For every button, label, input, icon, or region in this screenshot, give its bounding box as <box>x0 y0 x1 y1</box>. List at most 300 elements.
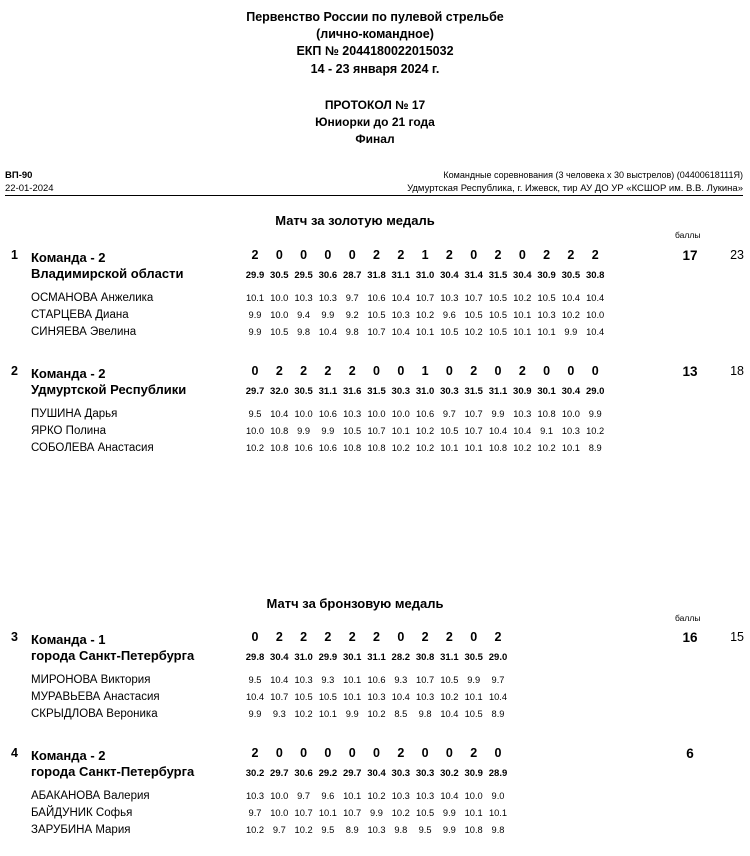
team-total-points: 13 <box>682 364 698 379</box>
series-sum: 29.5 <box>294 270 313 281</box>
shot-score: 10.0 <box>586 310 605 320</box>
shot-score: 10.6 <box>318 443 337 453</box>
shot-score: 10.3 <box>561 426 580 436</box>
match-title-gold: Матч за золотую медаль <box>275 213 435 228</box>
shot-score: 10.1 <box>440 443 459 453</box>
shot-score: 10.5 <box>440 675 459 685</box>
series-points: 0 <box>494 364 502 378</box>
shot-score: 9.9 <box>491 409 505 419</box>
shot-score: 10.7 <box>367 426 386 436</box>
shot-score: 10.0 <box>270 808 289 818</box>
shot-score: 9.3 <box>321 675 335 685</box>
shot-score: 9.1 <box>540 426 554 436</box>
team-extra-score: 23 <box>730 248 744 262</box>
shot-score: 10.7 <box>464 293 483 303</box>
athlete-name: БАЙДУНИК Софья <box>31 807 133 819</box>
series-points: 2 <box>373 630 380 644</box>
shot-score: 10.1 <box>416 327 435 337</box>
team-rank: 4 <box>11 746 18 760</box>
shot-score: 10.8 <box>270 426 289 436</box>
shot-score: 10.2 <box>245 443 265 453</box>
shot-score: 10.5 <box>440 426 459 436</box>
points-label: баллы <box>675 230 701 240</box>
shot-score: 10.3 <box>367 825 386 835</box>
shot-score: 10.2 <box>416 443 435 453</box>
shot-score: 9.7 <box>248 808 262 818</box>
athlete-name: СИНЯЕВА Эвелина <box>31 326 137 338</box>
series-points: 2 <box>470 364 478 378</box>
shot-score: 9.2 <box>345 310 359 320</box>
series-sum: 29.9 <box>245 270 265 281</box>
shot-score: 10.4 <box>440 791 459 801</box>
shot-score: 10.5 <box>440 327 459 337</box>
shot-score: 9.9 <box>588 409 602 419</box>
team-extra-score: 15 <box>730 630 744 644</box>
venue: Удмуртская Республика, г. Ижевск, тир АУ ДО УР «КСШОР им. В.В. Лукина» <box>407 183 743 194</box>
shot-score: 10.1 <box>561 443 580 453</box>
series-points: 1 <box>421 248 429 262</box>
shot-score: 10.7 <box>294 808 313 818</box>
shot-score: 9.8 <box>345 327 359 337</box>
series-sum: 29.7 <box>342 768 362 779</box>
shot-score: 10.2 <box>416 426 435 436</box>
series-sum: 31.0 <box>415 386 435 397</box>
shot-score: 9.7 <box>297 791 311 801</box>
shot-score: 10.0 <box>270 293 289 303</box>
shot-score: 10.4 <box>513 426 532 436</box>
shot-score: 10.2 <box>367 709 386 719</box>
series-sum: 30.8 <box>585 270 605 281</box>
shot-score: 10.1 <box>488 808 508 818</box>
series-points: 2 <box>300 364 308 378</box>
shot-score: 9.9 <box>442 808 456 818</box>
shot-score: 10.2 <box>440 692 459 702</box>
protocol-number: ПРОТОКОЛ № 17 <box>324 98 426 112</box>
series-points: 0 <box>300 746 308 760</box>
athlete-row <box>0 691 750 707</box>
shot-score: 10.2 <box>464 327 483 337</box>
series-sum: 31.1 <box>367 652 386 663</box>
shot-score: 10.4 <box>270 675 289 685</box>
series-sum: 28.9 <box>488 768 508 779</box>
shot-score: 10.1 <box>391 426 410 436</box>
athlete-name: МУРАВЬЕВА Анастасия <box>31 691 160 703</box>
shot-score: 10.1 <box>513 327 532 337</box>
shot-score: 9.9 <box>370 808 383 818</box>
shot-score: 10.2 <box>513 443 532 453</box>
athlete-name: ЗАРУБИНА Мария <box>31 824 131 836</box>
team-name: Команда - 2 <box>31 250 106 265</box>
shot-score: 9.7 <box>345 293 359 303</box>
shot-score: 10.0 <box>270 791 289 801</box>
series-points: 0 <box>494 746 502 760</box>
series-sum: 30.4 <box>440 270 459 281</box>
series-sum: 30.4 <box>513 270 532 281</box>
shot-score: 9.7 <box>442 409 456 419</box>
series-points: 2 <box>445 248 453 262</box>
shot-score: 10.7 <box>464 426 483 436</box>
series-points: 0 <box>567 364 575 378</box>
series-points: 2 <box>348 364 356 378</box>
series-points: 0 <box>348 746 356 760</box>
series-points: 0 <box>251 630 259 644</box>
shot-score: 10.0 <box>464 791 483 801</box>
series-points: 2 <box>494 630 502 644</box>
series-points: 2 <box>324 364 332 378</box>
athlete-row <box>0 708 750 724</box>
shot-score: 10.6 <box>416 409 435 419</box>
shot-score: 10.7 <box>416 675 435 685</box>
series-sum: 30.9 <box>464 768 483 779</box>
event-description: Командные соревнования (3 человека х 30 выстрелов) (04400618111Я) <box>443 170 743 180</box>
series-points: 0 <box>275 746 283 760</box>
shot-score: 9.9 <box>321 426 335 436</box>
series-sum: 30.2 <box>440 768 459 779</box>
shot-score: 8.9 <box>345 825 359 835</box>
series-points: 0 <box>470 248 478 262</box>
series-sum: 30.1 <box>342 652 362 663</box>
shot-score: 10.0 <box>270 310 289 320</box>
shot-score: 8.5 <box>394 709 408 719</box>
shot-score: 9.8 <box>297 327 311 337</box>
shot-score: 10.6 <box>367 293 386 303</box>
shot-score: 10.2 <box>294 709 313 719</box>
shot-score: 10.5 <box>318 692 337 702</box>
series-sum: 28.2 <box>391 652 411 663</box>
shot-score: 10.7 <box>270 692 289 702</box>
shot-score: 10.2 <box>537 443 556 453</box>
shot-score: 10.2 <box>586 426 605 436</box>
shot-score: 10.3 <box>416 692 435 702</box>
shot-score: 9.9 <box>564 327 578 337</box>
series-sum: 31.1 <box>391 270 411 281</box>
shot-score: 10.7 <box>367 327 386 337</box>
shot-score: 10.3 <box>367 692 386 702</box>
shot-score: 10.5 <box>488 293 508 303</box>
series-sum: 32.0 <box>270 386 289 397</box>
series-sum: 31.5 <box>464 386 483 397</box>
shot-score: 9.6 <box>442 310 456 320</box>
athlete-name: МИРОНОВА Виктория <box>31 674 151 686</box>
shot-score: 10.3 <box>537 310 556 320</box>
shot-score: 10.4 <box>391 327 410 337</box>
shot-score: 10.2 <box>416 310 435 320</box>
series-points: 0 <box>373 746 380 760</box>
shot-score: 9.7 <box>491 675 505 685</box>
shot-score: 10.6 <box>294 443 313 453</box>
shot-score: 10.3 <box>294 293 313 303</box>
series-points: 2 <box>397 746 405 760</box>
series-points: 2 <box>494 248 502 262</box>
shot-score: 10.4 <box>391 692 410 702</box>
team-region: города Санкт-Петербурга <box>31 764 195 779</box>
series-points: 2 <box>591 248 599 262</box>
shot-score: 10.3 <box>416 791 435 801</box>
team-rank: 3 <box>11 630 18 644</box>
series-points: 0 <box>421 746 429 760</box>
series-sum: 31.4 <box>464 270 483 281</box>
event-code: ВП-90 <box>5 170 33 181</box>
series-points: 0 <box>397 364 405 378</box>
shot-score: 10.4 <box>440 709 459 719</box>
series-sum: 30.2 <box>245 768 265 779</box>
shot-score: 10.1 <box>318 709 337 719</box>
shot-score: 10.0 <box>294 409 313 419</box>
shot-score: 9.7 <box>272 825 286 835</box>
shot-score: 10.8 <box>537 409 556 419</box>
shot-score: 10.2 <box>391 443 410 453</box>
series-points: 2 <box>445 630 453 644</box>
athlete-name: ЯРКО Полина <box>31 425 106 437</box>
shot-score: 10.4 <box>561 293 580 303</box>
series-sum: 31.5 <box>488 270 508 281</box>
shot-score: 10.3 <box>318 293 337 303</box>
title-line-4: 14 - 23 января 2024 г. <box>310 62 440 76</box>
series-points: 2 <box>300 630 308 644</box>
team-region: Удмуртской Республики <box>31 382 187 397</box>
shot-score: 10.8 <box>270 443 289 453</box>
series-sum: 30.8 <box>415 652 435 663</box>
shot-score: 10.3 <box>440 293 459 303</box>
header-divider <box>5 195 743 196</box>
shot-score: 10.5 <box>488 327 508 337</box>
shot-score: 10.5 <box>416 808 435 818</box>
shot-score: 10.5 <box>537 293 556 303</box>
match-title-bronze: Матч за бронзовую медаль <box>266 596 444 611</box>
team-rank: 2 <box>11 364 18 378</box>
series-points: 2 <box>397 248 405 262</box>
series-points: 2 <box>324 630 332 644</box>
series-points: 0 <box>470 630 478 644</box>
athlete-name: СОБОЛЕВА Анастасия <box>31 442 154 454</box>
shot-score: 9.4 <box>297 310 311 320</box>
shot-score: 10.1 <box>513 310 532 320</box>
series-sum: 30.3 <box>415 768 435 779</box>
shot-score: 10.4 <box>586 327 605 337</box>
shot-score: 10.2 <box>561 310 580 320</box>
series-sum: 31.1 <box>318 386 338 397</box>
series-sum: 30.6 <box>318 270 338 281</box>
shot-score: 10.1 <box>343 675 362 685</box>
series-points: 2 <box>421 630 429 644</box>
team-region: города Санкт-Петербурга <box>31 648 195 663</box>
shot-score: 10.2 <box>513 293 532 303</box>
series-points: 2 <box>275 630 283 644</box>
series-points: 0 <box>324 746 332 760</box>
shot-score: 10.2 <box>245 825 265 835</box>
shot-score: 10.5 <box>270 327 289 337</box>
shot-score: 10.3 <box>245 791 265 801</box>
athlete-row <box>0 292 750 308</box>
series-sum: 29.7 <box>245 386 265 397</box>
series-sum: 30.4 <box>367 768 386 779</box>
series-points: 2 <box>251 746 259 760</box>
series-sum: 31.8 <box>367 270 386 281</box>
shot-score: 9.5 <box>321 825 335 835</box>
shot-score: 10.5 <box>464 709 483 719</box>
shot-score: 9.9 <box>248 327 262 337</box>
shot-score: 10.2 <box>294 825 313 835</box>
series-sum: 29.0 <box>488 652 508 663</box>
series-sum: 30.5 <box>561 270 581 281</box>
series-points: 2 <box>567 248 575 262</box>
team-block <box>0 364 750 474</box>
series-sum: 31.5 <box>367 386 386 397</box>
shot-score: 10.2 <box>367 791 386 801</box>
athlete-name: ПУШИНА Дарья <box>31 408 118 420</box>
shot-score: 9.8 <box>418 709 432 719</box>
series-sum: 30.5 <box>270 270 289 281</box>
shot-score: 10.5 <box>367 310 386 320</box>
team-name: Команда - 1 <box>31 632 106 647</box>
shot-score: 10.7 <box>464 409 483 419</box>
shot-score: 10.0 <box>245 426 265 436</box>
series-points: 2 <box>518 364 526 378</box>
series-points: 0 <box>397 630 405 644</box>
series-sum: 29.0 <box>585 386 605 397</box>
series-points: 0 <box>445 746 453 760</box>
shot-score: 10.0 <box>391 409 410 419</box>
shot-score: 10.2 <box>391 808 410 818</box>
shot-score: 10.8 <box>367 443 386 453</box>
series-points: 2 <box>348 630 356 644</box>
shot-score: 9.5 <box>248 409 262 419</box>
shot-score: 10.5 <box>464 310 483 320</box>
shot-score: 10.5 <box>343 426 362 436</box>
series-sum: 29.9 <box>318 652 338 663</box>
shot-score: 9.3 <box>272 709 286 719</box>
team-name: Команда - 2 <box>31 748 106 763</box>
team-rank: 1 <box>11 248 18 262</box>
series-sum: 30.4 <box>561 386 581 397</box>
series-sum: 30.5 <box>464 652 483 663</box>
team-region: Владимирской области <box>31 266 184 281</box>
series-points: 0 <box>543 364 551 378</box>
shot-score: 10.3 <box>294 675 313 685</box>
shot-score: 10.4 <box>488 426 508 436</box>
series-points: 0 <box>518 248 526 262</box>
athlete-row <box>0 824 750 840</box>
shot-score: 10.0 <box>367 409 386 419</box>
athlete-row <box>0 309 750 325</box>
shot-score: 10.1 <box>343 692 362 702</box>
series-sum: 31.1 <box>440 652 459 663</box>
series-sum: 30.9 <box>537 270 556 281</box>
athlete-row <box>0 408 750 424</box>
athlete-row <box>0 807 750 823</box>
team-extra-score: 18 <box>730 364 744 378</box>
series-points: 2 <box>470 746 478 760</box>
shot-score: 9.9 <box>442 825 456 835</box>
shot-score: 10.3 <box>343 409 362 419</box>
team-block <box>0 746 750 856</box>
shot-score: 9.9 <box>345 709 359 719</box>
shot-score: 10.3 <box>513 409 532 419</box>
team-total-points: 6 <box>686 746 694 761</box>
title-line-1: Первенство России по пулевой стрельбе <box>246 10 504 24</box>
shot-score: 10.1 <box>343 791 362 801</box>
athlete-name: ОСМАНОВА Анжелика <box>31 292 154 304</box>
series-sum: 29.2 <box>318 768 338 779</box>
shot-score: 10.4 <box>391 293 410 303</box>
series-points: 0 <box>300 248 308 262</box>
series-sum: 31.1 <box>488 386 508 397</box>
series-points: 0 <box>251 364 259 378</box>
shot-score: 9.9 <box>321 310 335 320</box>
shot-score: 9.9 <box>248 310 262 320</box>
shot-score: 10.8 <box>464 825 483 835</box>
shot-score: 10.7 <box>416 293 435 303</box>
shot-score: 9.9 <box>467 675 481 685</box>
series-points: 2 <box>543 248 551 262</box>
shot-score: 10.4 <box>245 692 265 702</box>
shot-score: 9.8 <box>394 825 408 835</box>
team-block <box>0 630 750 740</box>
series-points: 2 <box>373 248 380 262</box>
shot-score: 10.1 <box>464 443 483 453</box>
shot-score: 10.5 <box>488 310 508 320</box>
athlete-name: АБАКАНОВА Валерия <box>31 790 150 802</box>
shot-score: 10.1 <box>245 293 265 303</box>
shot-score: 10.1 <box>464 808 483 818</box>
shot-score: 10.3 <box>391 791 410 801</box>
shot-score: 10.6 <box>318 409 337 419</box>
athlete-name: СТАРЦЕВА Диана <box>31 309 129 321</box>
series-points: 0 <box>275 248 283 262</box>
series-sum: 30.3 <box>391 386 411 397</box>
shot-score: 10.5 <box>294 692 313 702</box>
athlete-row <box>0 790 750 806</box>
stage: Финал <box>355 132 395 146</box>
series-sum: 30.4 <box>270 652 289 663</box>
series-sum: 30.5 <box>294 386 313 397</box>
athlete-row <box>0 425 750 441</box>
series-sum: 30.3 <box>440 386 459 397</box>
athlete-row <box>0 442 750 458</box>
shot-score: 8.9 <box>588 443 602 453</box>
shot-score: 10.6 <box>367 675 386 685</box>
title-line-2: (лично-командное) <box>316 27 434 41</box>
title-line-3: ЕКП № 2044180022015032 <box>296 44 454 58</box>
team-total-points: 17 <box>682 248 698 263</box>
team-total-points: 16 <box>682 630 698 645</box>
series-sum: 31.6 <box>342 386 362 397</box>
shot-score: 9.0 <box>491 791 505 801</box>
athlete-name: СКРЫДЛОВА Вероника <box>31 708 158 720</box>
points-label: баллы <box>675 613 701 623</box>
shot-score: 10.1 <box>318 808 337 818</box>
shot-score: 10.8 <box>343 443 362 453</box>
shot-score: 10.3 <box>391 310 410 320</box>
shot-score: 9.9 <box>297 426 311 436</box>
series-sum: 29.7 <box>270 768 289 779</box>
shot-score: 9.5 <box>248 675 262 685</box>
shot-score: 9.3 <box>394 675 408 685</box>
series-points: 2 <box>251 248 259 262</box>
series-sum: 31.0 <box>415 270 435 281</box>
shot-score: 9.8 <box>491 825 505 835</box>
series-points: 1 <box>421 364 429 378</box>
team-block <box>0 248 750 358</box>
team-name: Команда - 2 <box>31 366 106 381</box>
series-sum: 30.6 <box>294 768 313 779</box>
series-sum: 28.7 <box>342 270 362 281</box>
athlete-row <box>0 326 750 342</box>
shot-score: 10.8 <box>488 443 508 453</box>
shot-score: 9.9 <box>248 709 262 719</box>
shot-score: 10.7 <box>343 808 362 818</box>
series-points: 2 <box>275 364 283 378</box>
